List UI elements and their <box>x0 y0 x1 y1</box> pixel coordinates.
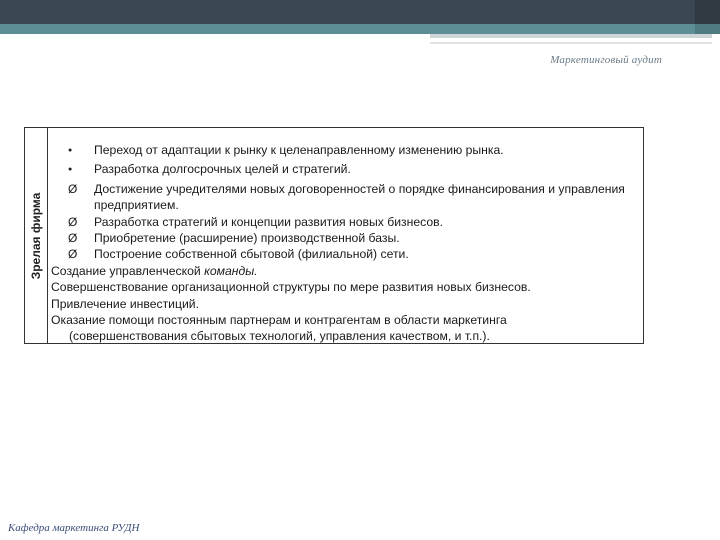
list-item <box>68 230 635 246</box>
bullet-arrow-icon <box>68 214 94 230</box>
list-item-text: Создание управленческой <box>51 263 205 278</box>
bullet-dot-icon <box>68 161 94 180</box>
top-band-accent <box>695 0 720 34</box>
header-rule-thin <box>430 42 712 44</box>
bullet-dot-icon <box>68 142 94 161</box>
side-label: Зрелая фирма <box>29 192 43 279</box>
bullet-arrow-icon <box>68 230 94 246</box>
list-item: Привлечение инвестиций. <box>51 296 199 311</box>
list-item-text: Построение собственной сбытовой (филиальной) сети. <box>94 247 409 262</box>
list-item-text: Разработка долгосрочных целей и стратегий. <box>94 162 351 177</box>
top-band <box>0 0 720 24</box>
list-item-continuation: (совершенствования сбытовых технологий, управления качеством, и т.п.). <box>69 329 490 344</box>
list-item-text: Достижение учредителями новых договоренностей о порядке финансирования и управления предприятием. <box>94 181 625 213</box>
list-item: Совершенствование организационной структуры по мере развития новых бизнесов. <box>51 280 531 295</box>
list-item: Оказание помощи постоянным партнерам и контрагентам в области маркетинга <box>51 313 507 328</box>
body-cell <box>48 128 643 343</box>
list-item-text: Приобретение (расширение) производственной базы. <box>94 231 400 246</box>
list-item-text: Разработка стратегий и концепции развития новых бизнесов. <box>94 214 443 229</box>
list-item <box>68 214 635 230</box>
list-item <box>68 181 635 214</box>
bullet-arrow-icon <box>68 246 94 262</box>
list-item <box>68 246 635 262</box>
header-rule <box>430 34 712 38</box>
header-subject: Маркетинговый аудит <box>550 54 662 66</box>
list-item <box>51 263 635 279</box>
top-band-teal <box>0 24 720 34</box>
bullet-arrow-icon <box>68 181 94 214</box>
list-item-text: Переход от адаптации к рынку к целенаправленному изменению рынка. <box>94 143 504 157</box>
list-item-text-italic: команды. <box>204 263 258 278</box>
list-item <box>68 142 635 161</box>
footer-department: Кафедра маркетинга РУДН <box>8 522 140 534</box>
list-item <box>68 161 635 180</box>
side-cell <box>25 128 48 343</box>
content-table <box>24 127 644 344</box>
